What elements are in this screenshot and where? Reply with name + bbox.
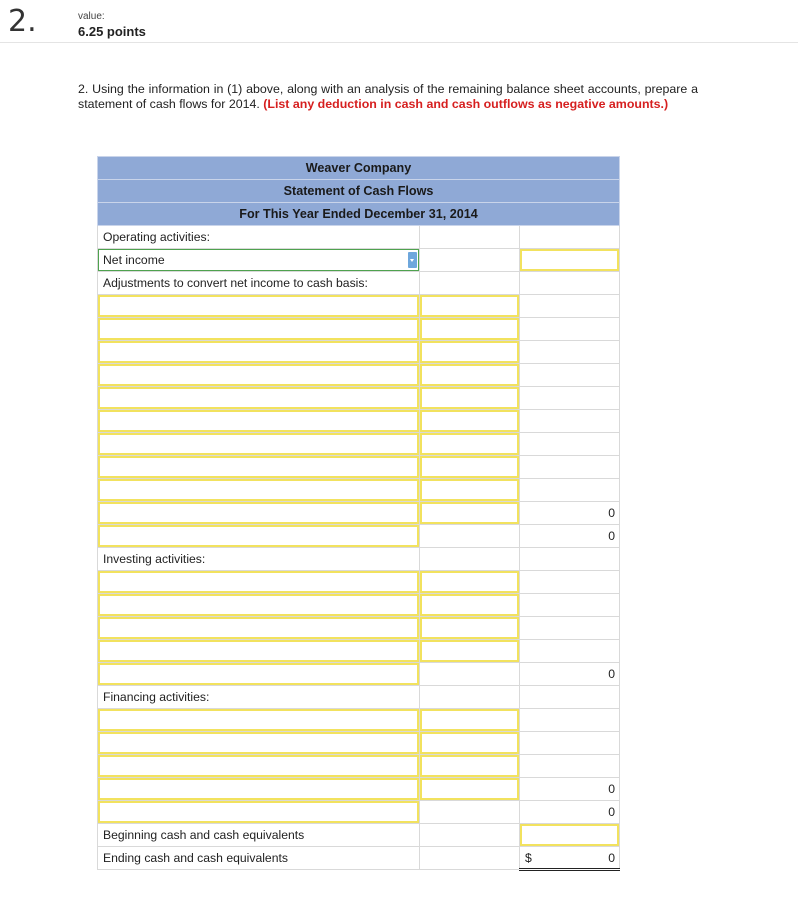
ending-cash-value-cell [520,847,620,870]
instructions-emphasis: (List any deduction in cash and cash outflows as negative amounts.) [263,97,669,111]
empty-cell [520,479,620,502]
adjustments-label: Adjustments to convert net income to cash basis: [98,272,420,295]
empty-cell [420,249,520,272]
adjustment-row [98,295,620,318]
adjustment-amount-input[interactable] [420,341,520,364]
adjustment-description-input[interactable] [98,456,420,479]
empty-cell [520,571,620,594]
adjustment-row [98,318,620,341]
statement-title: Statement of Cash Flows [98,180,620,203]
adjustment-description-input[interactable] [98,387,420,410]
empty-cell [520,341,620,364]
question-instructions [78,82,698,112]
empty-cell [520,755,620,778]
adjustment-row [98,341,620,364]
investing-amount-input[interactable] [420,640,520,663]
adjustment-row [98,364,620,387]
empty-cell [520,594,620,617]
financing-row [98,732,620,755]
financing-row [98,709,620,732]
empty-cell [520,410,620,433]
operating-subtotal: 0 [520,502,620,525]
empty-cell [420,272,520,295]
points-value: 6.25 points [78,24,146,39]
empty-cell [520,617,620,640]
investing-total-label-input[interactable] [98,663,420,686]
financing-row [98,755,620,778]
financing-heading-row [98,686,620,709]
financing-description-input[interactable] [98,732,420,755]
adjustment-description-input[interactable] [98,410,420,433]
adjustment-description-input[interactable] [98,479,420,502]
financing-row [98,778,620,801]
investing-total: 0 [520,663,620,686]
header-row-title [98,180,620,203]
empty-cell [520,226,620,249]
empty-cell [520,456,620,479]
adjustments-heading-row [98,272,620,295]
investing-row [98,640,620,663]
empty-cell [420,226,520,249]
adjustment-row [98,502,620,525]
header-divider [0,42,798,43]
adjustment-amount-input[interactable] [420,387,520,410]
adjustment-description-input[interactable] [98,364,420,387]
investing-row [98,571,620,594]
cash-flow-statement-table [97,156,620,871]
net-income-amount-input[interactable] [520,249,620,272]
empty-cell [520,732,620,755]
financing-amount-input[interactable] [420,709,520,732]
adjustment-amount-input[interactable] [420,479,520,502]
investing-description-input[interactable] [98,640,420,663]
financing-total-row [98,801,620,824]
investing-description-input[interactable] [98,571,420,594]
empty-cell [420,824,520,847]
adjustment-row [98,456,620,479]
beginning-cash-row [98,824,620,847]
empty-cell [520,686,620,709]
empty-cell [520,433,620,456]
adjustment-row [98,433,620,456]
beginning-cash-label: Beginning cash and cash equivalents [98,824,420,847]
net-income-select[interactable] [98,249,420,272]
financing-amount-input[interactable] [420,778,520,801]
adjustment-description-input[interactable] [98,318,420,341]
empty-cell [420,801,520,824]
header-row-period [98,203,620,226]
beginning-cash-input[interactable] [520,824,620,847]
operating-heading-row [98,226,620,249]
ending-cash-label: Ending cash and cash equivalents [98,847,420,870]
empty-cell [420,525,520,548]
financing-description-input[interactable] [98,709,420,732]
adjustment-description-input[interactable] [98,295,420,318]
adjustment-amount-input[interactable] [420,502,520,525]
net-income-row [98,249,620,272]
net-income-select-value: Net income [103,253,165,267]
dropdown-arrow-icon[interactable] [408,252,417,268]
financing-label: Financing activities: [98,686,420,709]
investing-label: Investing activities: [98,548,420,571]
empty-cell [420,548,520,571]
empty-cell [520,295,620,318]
adjustment-amount-input[interactable] [420,456,520,479]
investing-amount-input[interactable] [420,617,520,640]
investing-amount-input[interactable] [420,571,520,594]
header-row-company [98,157,620,180]
dollar-sign: $ [525,851,532,865]
financing-description-input[interactable] [98,778,420,801]
value-label: value: [78,11,105,22]
empty-cell [520,709,620,732]
financing-amount-input[interactable] [420,755,520,778]
empty-cell [420,686,520,709]
empty-cell [520,272,620,295]
financing-description-input[interactable] [98,755,420,778]
adjustment-row [98,387,620,410]
ending-cash-row [98,847,620,870]
adjustment-row [98,410,620,433]
company-name: Weaver Company [98,157,620,180]
financing-total-label-input[interactable] [98,801,420,824]
investing-description-input[interactable] [98,617,420,640]
empty-cell [420,663,520,686]
empty-cell [520,318,620,341]
adjustment-amount-input[interactable] [420,295,520,318]
instructions-text: 2. Using the information in (1) above, along with an analysis of the remaining balance sheet accounts, prepare a statement of cash flows for 2014. [78,82,698,111]
investing-row [98,594,620,617]
operating-total-row [98,525,620,548]
financing-amount-input[interactable] [420,732,520,755]
investing-heading-row [98,548,620,571]
investing-total-row [98,663,620,686]
investing-description-input[interactable] [98,594,420,617]
adjustment-amount-input[interactable] [420,364,520,387]
financing-subtotal: 0 [520,778,620,801]
adjustment-description-input[interactable] [98,502,420,525]
question-number: 2. [8,4,37,39]
investing-amount-input[interactable] [420,594,520,617]
statement-period: For This Year Ended December 31, 2014 [98,203,620,226]
adjustment-amount-input[interactable] [420,433,520,456]
adjustment-row [98,479,620,502]
empty-cell [520,364,620,387]
empty-cell [520,548,620,571]
operating-label: Operating activities: [98,226,420,249]
adjustment-description-input[interactable] [98,341,420,364]
operating-total-label-input[interactable] [98,525,420,548]
empty-cell [420,847,520,870]
empty-cell [520,640,620,663]
adjustment-description-input[interactable] [98,433,420,456]
financing-total: 0 [520,801,620,824]
adjustment-amount-input[interactable] [420,410,520,433]
empty-cell [520,387,620,410]
investing-row [98,617,620,640]
operating-total: 0 [520,525,620,548]
ending-cash-value: 0 [608,850,616,865]
adjustment-amount-input[interactable] [420,318,520,341]
